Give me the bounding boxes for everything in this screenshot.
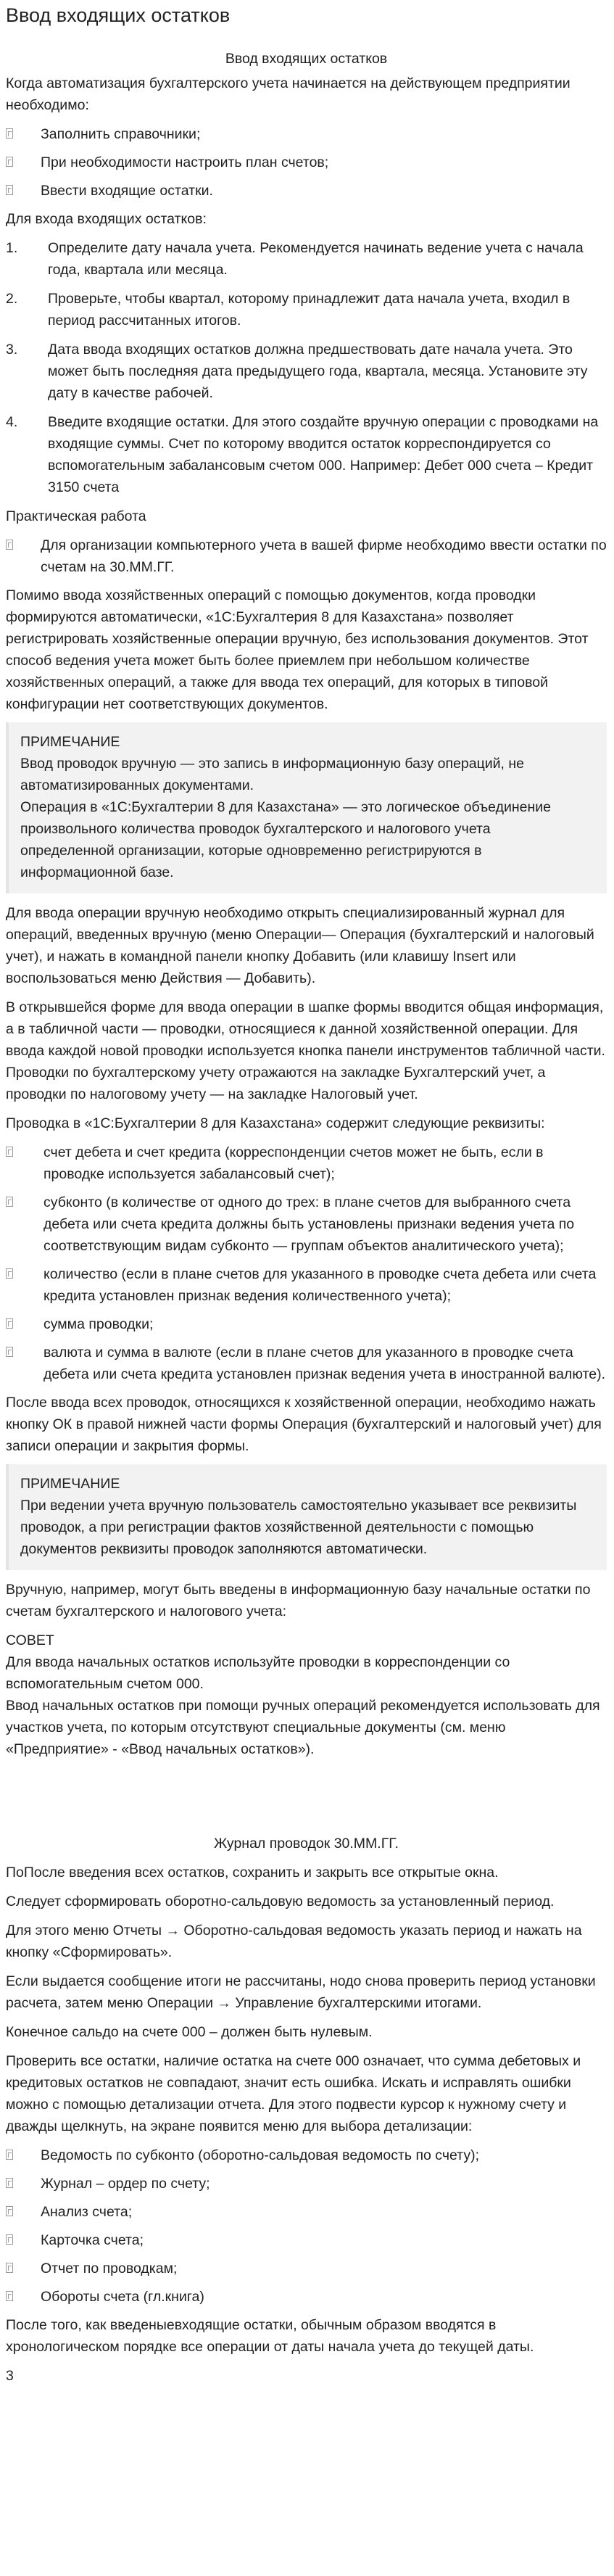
paragraph: Следует сформировать оборотно-сальдовую ведомость за установленный период. xyxy=(6,1894,555,1910)
list-item xyxy=(6,2144,607,2166)
numbered-step xyxy=(6,411,607,498)
bullet-icon xyxy=(6,2206,13,2216)
paragraph: Для ввода операции вручную необходимо открыть специализированный журнал для операций, введенных вручную (меню Операции— Операция (бухгалтерский и налоговый учет), и нажать в командной панели кнопку Добавить (или клавишу Insert или воспользоваться меню Действия — Добавить). xyxy=(6,905,594,986)
paragraph: Помимо ввода хозяйственных операций с помощью документов, когда проводки формируются автоматически, «1С:Бухгалтерия 8 для Казахстана» позволяет регистрировать хозяйственные операции вручную, без использования документов. Этот способ ведения учета может быть более приемлем при небольшом количестве хозяйственных операций, а также для ввода тех операций, для которых в типовой конфигурации нет соответствующих документов. xyxy=(6,587,589,712)
advice-block xyxy=(6,1630,607,1760)
bullet-icon xyxy=(6,1347,13,1357)
numbered-step xyxy=(6,288,607,331)
list-item xyxy=(6,2173,607,2195)
bullet-icon xyxy=(6,157,13,167)
list-item xyxy=(6,2258,607,2279)
list-item xyxy=(6,1313,607,1335)
spacer xyxy=(6,1767,607,1833)
list-item-text: Заполнить справочники; xyxy=(41,126,201,142)
note-line: Ввод проводок вручную — это запись в информационную базу операций, не автоматизированных документами. xyxy=(20,756,525,793)
note-title: ПРИМЕЧАНИЕ xyxy=(20,734,120,750)
list-item xyxy=(6,1192,607,1257)
step-number: 2. xyxy=(6,291,18,307)
bullet-icon xyxy=(6,2291,13,2301)
list-item xyxy=(6,534,607,578)
paragraph: Для этого меню Отчеты → Оборотно-сальдовая ведомость указать период и нажать на кнопку «Сформировать». xyxy=(6,1923,582,1960)
paragraph: ПоПосле введения всех остатков, сохранить и закрыть все открытые окна. xyxy=(6,1865,499,1881)
advice-line: Ввод начальных остатков при помощи ручных операций рекомендуется использовать для участков учета, по которым отсутствуют специальные документы (см. меню «Предприятие» - «Ввод начальных остатков»). xyxy=(6,1698,600,1757)
section-heading: Ввод входящих остатков xyxy=(225,51,388,67)
steps-lead: Для входа входящих остатков: xyxy=(6,211,207,227)
numbered-step xyxy=(6,339,607,404)
bullet-icon xyxy=(6,2263,13,2273)
list-item xyxy=(6,123,607,145)
bullet-icon xyxy=(6,128,13,139)
list-item-text: валюта и сумма в валюте (если в плане счетов для указанного в проводке счета дебета или счета кредита установлен признак ведения учета в иностранной валюте). xyxy=(43,1345,606,1382)
journal-heading: Журнал проводок 30.ММ.ГГ. xyxy=(214,1836,399,1852)
intro-paragraph: Когда автоматизация бухгалтерского учета начинается на действующем предприятии необходимо: xyxy=(6,75,571,113)
list-item-text: сумма проводки; xyxy=(43,1316,154,1332)
step-number: 1. xyxy=(6,240,18,256)
paragraph: В открывшейся форме для ввода операции в шапке формы вводится общая информация, а в табличной части — проводки, относящиеся к данной хозяйственной операции. Для ввода каждой новой проводки используется кнопка панели инструментов табличной части. Проводки по бухгалтерскому учету отражаются на закладке Бухгалтерский учет, а проводки по налоговому учету — на закладке Налоговый учет. xyxy=(6,999,605,1102)
note-box xyxy=(6,722,607,893)
note-title: ПРИМЕЧАНИЕ xyxy=(20,1476,120,1492)
list-item xyxy=(6,152,607,173)
paragraph: После ввода всех проводок, относящихся к хозяйственной операции, необходимо нажать кнопку ОК в правой нижней части формы Операция (бухгалтерский и налоговый учет) для записи операции и закрытия формы. xyxy=(6,1395,602,1454)
note-box xyxy=(6,1464,607,1570)
paragraph: Вручную, например, могут быть введены в информационную базу начальные остатки по счетам бухгалтерского и налогового учета: xyxy=(6,1582,591,1619)
list-item-text: Журнал – ордер по счету; xyxy=(41,2176,210,2192)
bullet-icon xyxy=(6,1197,13,1207)
step-text: Определите дату начала учета. Рекомендуется начинать ведение учета с начала года, квартала или месяца. xyxy=(48,240,584,278)
note-line: Операция в «1С:Бухгалтерии 8 для Казахстана» — это логическое объединение произвольного количества проводок бухгалтерского и налогового учета определенной организации, которые одновременно регистрируются в информационной базе. xyxy=(20,799,551,880)
step-number: 4. xyxy=(6,414,18,430)
bullet-icon xyxy=(6,185,13,195)
document-title: Ввод входящих остатков xyxy=(6,4,231,26)
list-item-text: субконто (в количестве от одного до трех: в плане счетов для выбранного счета дебета или счета кредита должны быть установлены признаки ведения учета по соответствующим видам субконто — группам объектов аналитического учета); xyxy=(43,1194,575,1254)
list-item xyxy=(6,1342,607,1385)
bullet-icon xyxy=(6,1318,13,1329)
bullet-icon xyxy=(6,2234,13,2245)
bullet-icon xyxy=(6,1268,13,1279)
list-item xyxy=(6,180,607,202)
list-item xyxy=(6,1142,607,1185)
list-item-text: При необходимости настроить план счетов; xyxy=(41,154,329,170)
practice-title: Практическая работа xyxy=(6,508,146,524)
bullet-icon xyxy=(6,2150,13,2160)
bullet-icon xyxy=(6,540,13,550)
paragraph: Проводка в «1С:Бухгалтерии 8 для Казахстана» содержит следующие реквизиты: xyxy=(6,1115,545,1131)
list-item xyxy=(6,2286,607,2308)
paragraph: Проверить все остатки, наличие остатка на счете 000 означает, что сумма дебетовых и кредитовых остатков не совпадают, значит есть ошибка. Искать и исправлять ошибки можно с помощью детализации отчета. Для этого подвести курсор к нужному счету и дважды щелкнуть, на экране появится меню для выбора детализации: xyxy=(6,2053,581,2134)
step-number: 3. xyxy=(6,342,18,358)
step-text: Проверьте, чтобы квартал, которому принадлежит дата начала учета, входил в период рассчитанных итогов. xyxy=(48,291,571,329)
list-item-text: Отчет по проводкам; xyxy=(41,2261,178,2276)
paragraph: После того, как введеныевходящие остатки, обычным образом вводятся в хронологическом порядке все операции от даты начала учета до текущей даты. xyxy=(6,2317,534,2355)
list-item-text: Для организации компьютерного учета в вашей фирме необходимо ввести остатки по счетам на 30.ММ.ГГ. xyxy=(41,537,607,575)
note-line: При ведении учета вручную пользователь самостоятельно указывает все реквизиты проводок, а при регистрации фактов хозяйственной деятельности с помощью документов реквизиты проводок заполняются автоматически. xyxy=(20,1498,577,1557)
list-item xyxy=(6,2229,607,2251)
list-item xyxy=(6,2201,607,2223)
bullet-icon xyxy=(6,2178,13,2188)
step-text: Введите входящие остатки. Для этого создайте вручную операции с проводками на входящие суммы. Счет по которому вводится остаток корреспондируется со вспомогательным забалансовым счетом 000. Например: Дебет 000 счета – Кредит 3150 счета xyxy=(48,414,599,495)
list-item-text: счет дебета и счет кредита (корреспонденции счетов может не быть, если в проводке используется забалансовый счет); xyxy=(43,1144,544,1182)
paragraph: Конечное сальдо на счете 000 – должен быть нулевым. xyxy=(6,2024,373,2040)
bullet-icon xyxy=(6,1147,13,1157)
advice-title: СОВЕТ xyxy=(6,1632,54,1648)
list-item-text: Анализ счета; xyxy=(41,2204,133,2220)
paragraph: Если выдается сообщение итоги не рассчитаны, нодо снова проверить период установки расчета, затем меню Операции → Управление бухгалтерскими итогами. xyxy=(6,1973,596,2011)
step-text: Дата ввода входящих остатков должна предшествовать дате начала учета. Это может быть последняя дата предыдущего года, квартала, месяца. Установите эту дату в качестве рабочей. xyxy=(48,342,588,401)
list-item-text: Ввести входящие остатки. xyxy=(41,183,213,199)
list-item-text: Карточка счета; xyxy=(41,2232,144,2248)
page-number: 3 xyxy=(6,2368,14,2384)
numbered-step xyxy=(6,237,607,281)
list-item-text: количество (если в плане счетов для указанного в проводке счета дебета или счета кредита установлен признак ведения количественного учета); xyxy=(43,1266,597,1304)
list-item-text: Обороты счета (гл.книга) xyxy=(41,2289,204,2305)
advice-line: Для ввода начальных остатков используйте проводки в корреспонденции со вспомогательным счетом 000. xyxy=(6,1654,510,1692)
list-item-text: Ведомость по субконто (оборотно-сальдовая ведомость по счету); xyxy=(41,2147,479,2163)
list-item xyxy=(6,1263,607,1307)
